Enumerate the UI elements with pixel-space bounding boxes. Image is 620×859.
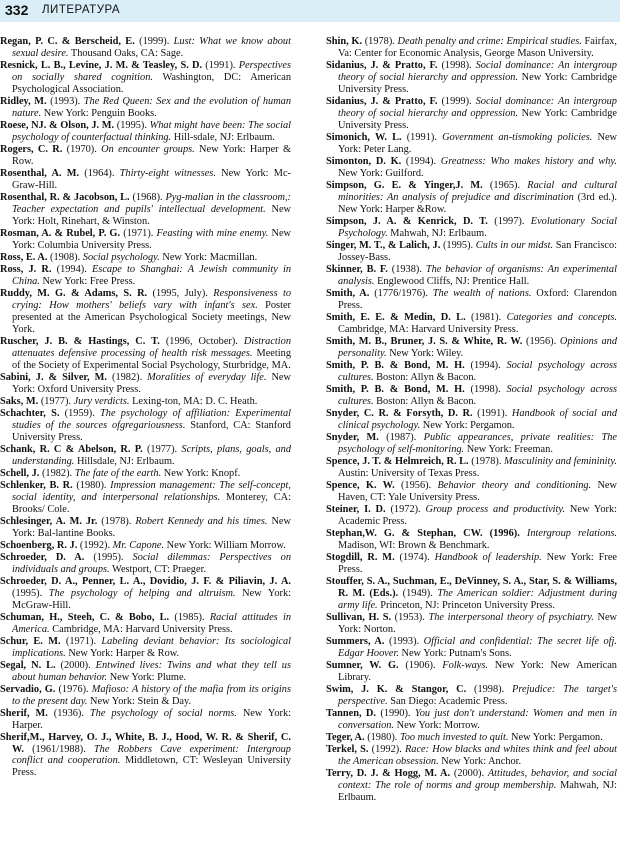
reference-year: (1980). bbox=[72, 479, 111, 491]
reference-publisher: New York: Columbia University Press. bbox=[12, 227, 292, 251]
reference-title: Escape to Shanghai: A Jewish community in China. bbox=[12, 263, 292, 287]
reference-title: Social dominance: An intergroup theory of social hierarchy and oppression. bbox=[338, 60, 617, 83]
page-header bbox=[0, 0, 620, 22]
reference-entry bbox=[0, 144, 291, 168]
reference-entry bbox=[0, 120, 291, 144]
reference-author: Smith, P. B. & Bond, M. H. bbox=[326, 359, 465, 371]
reference-author: Schoenberg, R. J. bbox=[0, 539, 78, 551]
reference-entry bbox=[326, 264, 617, 288]
reference-entry bbox=[326, 240, 617, 264]
reference-title: The behavior of organisms: An experimental analysis. bbox=[338, 263, 617, 287]
reference-entry bbox=[0, 540, 291, 552]
reference-author: Terkel, S. bbox=[326, 743, 369, 755]
reference-title: Social dilemmas: Perspectives on individuals and groups. bbox=[12, 551, 291, 575]
reference-title: Mafioso: A history of the mafia from its origins to the present day. bbox=[12, 683, 291, 707]
reference-entry bbox=[326, 216, 617, 240]
reference-author: Sabini, J. & Silver, M. bbox=[0, 371, 107, 383]
reference-entry bbox=[326, 336, 617, 360]
reference-entry bbox=[0, 252, 291, 264]
reference-title: Social dominance: An intergroup theory of social hierarchy and oppression. bbox=[338, 95, 617, 119]
reference-entry bbox=[326, 636, 617, 660]
reference-publisher: Boston: Allyn & Bacon. bbox=[373, 371, 477, 383]
reference-title: Greatness: Who makes history and why. bbox=[440, 155, 618, 167]
reference-publisher: Madison, WI: Brown & Benchmark. bbox=[338, 539, 490, 551]
reference-year: (1980). bbox=[364, 731, 400, 743]
reference-author: Schroeder, D. A., Penner, L. A., Dovidio, J. F. & Piliavin, J. A. bbox=[0, 575, 291, 587]
reference-publisher: New York: Bal-lantine Books. bbox=[12, 515, 291, 539]
reference-entry bbox=[0, 372, 291, 396]
reference-entry bbox=[326, 456, 617, 480]
reference-entry bbox=[326, 480, 617, 504]
reference-entry bbox=[0, 576, 291, 612]
reference-year: (1977). bbox=[142, 443, 182, 455]
reference-title: Social psychology. bbox=[82, 251, 160, 263]
reference-entry bbox=[0, 660, 291, 684]
running-title: ЛИТЕРАТУРА bbox=[42, 4, 121, 16]
reference-title: Handbook of leadership. bbox=[434, 551, 542, 563]
reference-title: Lust: What we know about sexual desire. bbox=[12, 36, 291, 59]
reference-author: Sherif,M., Harvey, O. J., White, B. J., Hood, W. R. & Sherif, C. W. bbox=[0, 731, 291, 755]
reference-title: Intergroup relations. bbox=[526, 527, 617, 539]
reference-entry bbox=[0, 552, 291, 576]
reference-title: On encounter groups. bbox=[101, 143, 195, 155]
reference-author: Terry, D. J. & Hogg, M. A. bbox=[326, 767, 451, 779]
reference-year: (2000). bbox=[55, 659, 96, 671]
reference-publisher: Princeton, NJ: Princeton University Press. bbox=[377, 599, 555, 611]
reference-author: Sidanius, J. & Pratto, F. bbox=[326, 95, 438, 107]
reference-year: (1971). bbox=[60, 635, 102, 647]
reference-year: (1965). bbox=[482, 179, 528, 191]
reference-entry bbox=[326, 408, 617, 432]
reference-entry bbox=[326, 360, 617, 384]
reference-author: Smith, A. bbox=[326, 287, 370, 299]
reference-entry bbox=[0, 468, 291, 480]
reference-publisher: New York: Harper. bbox=[12, 707, 291, 731]
reference-year: (1995). bbox=[84, 551, 133, 563]
reference-publisher: New York: Stein & Day. bbox=[87, 695, 192, 707]
reference-title: Mr. Capone. bbox=[112, 539, 165, 551]
reference-entry bbox=[326, 180, 617, 216]
reference-title: The fate of the earth. bbox=[74, 467, 162, 479]
reference-year: (1953). bbox=[391, 611, 429, 623]
reference-title: Pyg-malian in the classroom,: Teacher expectation and pupils' intellectual development. bbox=[12, 191, 291, 215]
reference-publisher: New York: Anchor. bbox=[438, 755, 522, 767]
reference-publisher: New York: Free Press. bbox=[39, 275, 136, 287]
reference-author: Ross, J. R. bbox=[0, 263, 52, 275]
reference-author: Shin, K. bbox=[326, 36, 363, 47]
reference-title: Social psychology across cultures. bbox=[338, 359, 617, 383]
reference-entry bbox=[0, 60, 291, 96]
reference-title: Perspectives on socially shared cognition. bbox=[12, 60, 291, 83]
reference-year: (1964). bbox=[79, 167, 120, 179]
reference-entry bbox=[0, 732, 291, 780]
reference-author: Rosman, A. & Rubel, P. G. bbox=[0, 227, 121, 239]
reference-publisher: New York: Freeman. bbox=[464, 443, 553, 455]
reference-publisher: Poster presented at the American Psychological Society meetings, New York. bbox=[12, 299, 291, 335]
reference-author: Servadio, G. bbox=[0, 683, 56, 695]
reference-year: (1998). bbox=[466, 683, 512, 695]
reference-publisher: New York: Pergamon. bbox=[420, 419, 515, 431]
reference-entry bbox=[326, 684, 617, 708]
reference-year: (1976). bbox=[55, 683, 92, 695]
reference-author: Regan, P. C. & Berscheid, E. bbox=[0, 36, 135, 47]
reference-year: (1970). bbox=[62, 143, 102, 155]
reference-year: (1992). bbox=[368, 743, 405, 755]
reference-author: Stouffer, S. A., Suchman, E., DeVinney, S. A., Star, S. & Williams, R. M. (Eds.). bbox=[326, 575, 617, 599]
reference-year: (1956). bbox=[394, 479, 438, 491]
reference-title: Evolutionary Social Psychology. bbox=[338, 215, 617, 239]
reference-author: Simpson, G. E. & Yinger,J. M. bbox=[326, 179, 483, 191]
reference-year: (1995, July). bbox=[147, 287, 214, 299]
reference-year: (1991). bbox=[401, 131, 443, 143]
reference-publisher: Cambridge, MA: Harvard University Press. bbox=[49, 623, 233, 635]
reference-publisher: New York: Cambridge University Press. bbox=[338, 107, 617, 131]
reference-publisher: Monterey, CA: Brooks/ Cole. bbox=[12, 491, 291, 515]
reference-title: Responsiveness to crying: How mothers' beliefs vary with infant's sex. bbox=[12, 287, 292, 311]
reference-publisher: Mahwah, NJ: Erlbaum. bbox=[387, 227, 487, 239]
reference-publisher: New York: Guilford. bbox=[338, 167, 424, 179]
reference-title: Distraction attenuates defensive processing of health risk messages. bbox=[12, 335, 291, 359]
reference-year: (1938). bbox=[387, 263, 426, 275]
reference-year: (1978). bbox=[362, 36, 398, 47]
reference-entry bbox=[0, 336, 291, 372]
reference-author: Spence, J. T. & Helmreich, R. L. bbox=[326, 455, 469, 467]
reference-title: The wealth of nations. bbox=[432, 287, 532, 299]
reference-title: Too much invested to quit. bbox=[399, 731, 509, 743]
reference-author: Rosenthal, R. & Jacobson, L. bbox=[0, 191, 130, 203]
reference-title: Government an-tismoking policies. bbox=[442, 131, 593, 143]
reference-entry bbox=[0, 516, 291, 540]
reference-author: Singer, M. T., & Lalich, J. bbox=[326, 239, 441, 251]
reference-entry bbox=[0, 708, 291, 732]
reference-year: (1996, October). bbox=[159, 335, 244, 347]
reference-title: Social psychology across cultures. bbox=[338, 383, 617, 407]
reference-year: (1972). bbox=[385, 503, 426, 515]
reference-publisher: New York: Macmillan. bbox=[159, 251, 258, 263]
reference-publisher: New Haven, CT: Yale University Press. bbox=[338, 479, 617, 503]
reference-year: (1971). bbox=[120, 227, 157, 239]
reference-publisher: (3rd ed.). New York: Harper &Row. bbox=[338, 191, 617, 215]
reference-author: Smith, M. B., Bruner, J. S. & White, R. W. bbox=[326, 335, 523, 347]
reference-publisher: Fairfax, Va: Center for Economic Analysis, George Mason University. bbox=[338, 36, 617, 59]
reference-title: Impression management: The self-concept, social identity, and interpersonal relationships. bbox=[12, 479, 291, 503]
reference-title: The Robbers Cave experiment: Intergroup conflict and cooperation. bbox=[12, 743, 291, 767]
reference-year: (1968). bbox=[129, 191, 166, 203]
reference-author: Schuman, H., Steeh, C. & Bobo, L. bbox=[0, 611, 170, 623]
reference-entry bbox=[326, 576, 617, 612]
reference-year: (1998). bbox=[464, 383, 507, 395]
reference-title: The interpersonal theory of psychiatry. bbox=[428, 611, 594, 623]
reference-entry bbox=[326, 744, 617, 768]
reference-author: Schell, J. bbox=[0, 467, 40, 479]
reference-author: Snyder, C. R. & Forsyth, D. R. bbox=[326, 407, 473, 419]
reference-entry bbox=[326, 528, 617, 552]
reference-publisher: Boston: Allyn & Bacon. bbox=[373, 395, 477, 407]
reference-year: (1978). bbox=[97, 515, 136, 527]
reference-entry bbox=[0, 684, 291, 708]
reference-year: (1982). bbox=[107, 371, 148, 383]
reference-author: Smith, E. E. & Medin, D. L. bbox=[326, 311, 466, 323]
reference-publisher: Mahwah, NJ: Erlbaum. bbox=[338, 779, 617, 803]
reference-year: (1993). bbox=[46, 95, 84, 107]
reference-title: Group process and productivity. bbox=[425, 503, 566, 515]
reference-title: Masculinity and femininity. bbox=[504, 455, 617, 467]
reference-entry bbox=[326, 132, 617, 156]
reference-author: Ruscher, J. B. & Hastings, C. T. bbox=[0, 335, 160, 347]
reference-publisher: New York: Knopf. bbox=[161, 467, 241, 479]
reference-author: Sherif, M. bbox=[0, 707, 48, 719]
reference-year: (1949). bbox=[398, 587, 438, 599]
reference-title: Scripts, plans, goals, and understanding. bbox=[12, 443, 291, 467]
reference-title: Labeling deviant behavior: Its sociological implications. bbox=[12, 635, 291, 659]
reference-publisher: New York: Wiley. bbox=[386, 347, 464, 359]
reference-entry bbox=[0, 264, 291, 288]
page-number: 332 bbox=[5, 2, 29, 18]
reference-author: Simonich, W. L. bbox=[326, 131, 402, 143]
reference-publisher: New York: Mc-Graw-Hill. bbox=[12, 167, 291, 191]
reference-author: Stephan,W. G. & Stephan, CW. (1996). bbox=[326, 527, 520, 539]
reference-author: Teger, A. bbox=[326, 731, 365, 743]
reference-publisher: San Diego: Academic Press. bbox=[387, 695, 508, 707]
reference-year: (1995). bbox=[114, 119, 150, 131]
reference-title: Cults in our midst. bbox=[475, 239, 554, 251]
reference-entry bbox=[326, 384, 617, 408]
reference-year: (1936). bbox=[47, 707, 90, 719]
reference-entry bbox=[0, 408, 291, 444]
reference-entry bbox=[326, 36, 617, 60]
reference-title: Official and confidential: The secret life ofj. Edgar Hoover. bbox=[338, 635, 617, 659]
reference-entry bbox=[326, 504, 617, 528]
reference-publisher: New York: Plume. bbox=[107, 671, 187, 683]
reference-entry bbox=[0, 636, 291, 660]
reference-entry bbox=[326, 288, 617, 312]
reference-entry bbox=[326, 432, 617, 456]
reference-author: Schank, R. C & Abelson, R. P. bbox=[0, 443, 143, 455]
reference-author: Snyder, M. bbox=[326, 431, 379, 443]
reference-publisher: New York: Holt, Rinehart, & Winston. bbox=[12, 203, 292, 227]
reference-title: Behavior theory and conditioning. bbox=[437, 479, 592, 491]
reference-publisher: Washington, DC: American Psychological Association. bbox=[12, 71, 291, 95]
reference-title: The psychology of affiliation: Experimental studies of the sources ofgregariousness. bbox=[12, 407, 291, 431]
reference-publisher: New York: Oxford University Press. bbox=[12, 371, 291, 395]
reference-publisher: Austin: University of Texas Press. bbox=[338, 467, 480, 479]
reference-year: (1999). bbox=[134, 36, 174, 47]
reference-publisher: San Francisco: Jossey-Bass. bbox=[338, 239, 617, 263]
reference-year: (1776/1976). bbox=[369, 287, 433, 299]
reference-title: Death penalty and crime: Empirical studies. bbox=[397, 36, 582, 47]
reference-title: Moralities of everyday life. bbox=[147, 371, 267, 383]
reference-publisher: New York: New American Library. bbox=[338, 659, 617, 683]
reference-entry bbox=[326, 156, 617, 180]
reference-year: (1977). bbox=[38, 395, 74, 407]
reference-entry bbox=[326, 312, 617, 336]
reference-entry bbox=[0, 96, 291, 120]
reference-year: (1908). bbox=[47, 251, 83, 263]
reference-year: (1982). bbox=[39, 467, 75, 479]
reference-publisher: Hill-sdale, NJ: Erlbaum. bbox=[171, 131, 275, 143]
reference-publisher: New York: Cambridge University Press. bbox=[338, 71, 617, 95]
reference-year bbox=[520, 528, 527, 539]
reference-year: (1994). bbox=[464, 359, 507, 371]
reference-publisher: Oxford: Clarendon Press. bbox=[338, 287, 617, 311]
reference-publisher: New York: Harper & Row. bbox=[65, 647, 180, 659]
reference-entry bbox=[326, 660, 617, 684]
reference-year: (1978). bbox=[468, 455, 505, 467]
reference-title: Categories and concepts. bbox=[506, 311, 617, 323]
reference-title: The American soldier: Adjustment during army life. bbox=[338, 587, 617, 611]
reference-publisher: Middletown, CT: Wesleyan University Press. bbox=[12, 755, 291, 779]
reference-entry bbox=[0, 612, 291, 636]
reference-year: (1993). bbox=[384, 635, 424, 647]
reference-title: Feasting with mine enemy. bbox=[156, 227, 269, 239]
reference-column-right bbox=[326, 36, 617, 804]
reference-entry bbox=[326, 96, 617, 132]
reference-author: Segal, N. L. bbox=[0, 659, 56, 671]
reference-year: (1981). bbox=[465, 311, 507, 323]
reference-publisher: Hillsdale, NJ: Erlbaum. bbox=[74, 455, 175, 467]
reference-author: Steiner, I. D. bbox=[326, 503, 386, 515]
reference-author: Schlenker, B. R. bbox=[0, 479, 73, 491]
reference-entry bbox=[326, 60, 617, 96]
reference-author: Schroeder, D. A. bbox=[0, 551, 85, 563]
reference-publisher: New York: Harper & Row. bbox=[12, 143, 291, 167]
reference-entry bbox=[326, 708, 617, 732]
reference-publisher: Thousand Oaks, CA: Sage. bbox=[68, 47, 184, 59]
reference-title: Prejudice: The target's perspective. bbox=[338, 683, 617, 707]
reference-title: Attitudes, behavior, and social context: The role of norms and group membership. bbox=[338, 767, 617, 791]
reference-entry bbox=[0, 444, 291, 468]
reference-entry bbox=[326, 552, 617, 576]
reference-year: (1956). bbox=[522, 335, 560, 347]
reference-entry bbox=[0, 228, 291, 252]
reference-author: Summers, A. bbox=[326, 635, 385, 647]
reference-publisher: Cambridge, MA: Harvard University Press. bbox=[338, 323, 519, 335]
reference-title: Handbook of social and clinical psychology. bbox=[338, 407, 617, 431]
reference-year: (1998). bbox=[437, 60, 476, 71]
reference-title: Folk-ways. bbox=[442, 659, 488, 671]
reference-year: (1995). bbox=[12, 587, 49, 599]
reference-title: Race: How blacks and whites think and feel about the American obsession. bbox=[338, 743, 617, 767]
reference-publisher: Stanford, CA: Stanford University Press. bbox=[12, 419, 291, 443]
reference-year: (1985). bbox=[169, 611, 210, 623]
reference-title: Public appearances, private realities: The psychology of self-monitoring. bbox=[338, 431, 618, 455]
reference-publisher: Westport, CT: Praeger. bbox=[109, 563, 207, 575]
reference-title: What might have been: The social psychology of counterfactual thinking. bbox=[12, 119, 291, 143]
reference-author: Saks, M. bbox=[0, 395, 39, 407]
reference-year: (1994). bbox=[51, 263, 92, 275]
reference-title: The psychology of social norms. bbox=[89, 707, 237, 719]
reference-publisher: New York: Pergamon. bbox=[508, 731, 603, 743]
reference-author: Rosenthal, A. M. bbox=[0, 167, 80, 179]
reference-author: Swim, J. K. & Stangor, C. bbox=[326, 683, 467, 695]
reference-publisher: New York: Peter Lang. bbox=[338, 131, 618, 155]
reference-author: Ruddy, M. G. & Adams, S. R. bbox=[0, 287, 148, 299]
reference-year: (1974). bbox=[394, 551, 435, 563]
reference-author: Rogers, C. R. bbox=[0, 143, 63, 155]
reference-year: (1987). bbox=[378, 431, 424, 443]
reference-publisher: Meeting of the Society of Experimental Social Psychology, Sturbridge, MA. bbox=[12, 347, 291, 371]
reference-author: Skinner, B. F. bbox=[326, 263, 388, 275]
reference-entry bbox=[0, 480, 291, 516]
reference-author: Ridley, M. bbox=[0, 95, 47, 107]
reference-publisher: New York: Norton. bbox=[338, 611, 618, 635]
reference-author: Sidanius, J. & Pratto, F. bbox=[326, 60, 438, 71]
reference-year: (1999). bbox=[437, 95, 476, 107]
reference-publisher: New York: McGraw-Hill. bbox=[12, 587, 292, 611]
reference-author: Roese, NJ. & Olson, J. M. bbox=[0, 119, 115, 131]
reference-title: You just don't understand: Women and men in conversation. bbox=[338, 707, 617, 731]
reference-title: Opinions and personality. bbox=[338, 335, 617, 359]
reference-title: Jury verdicts. bbox=[73, 395, 130, 407]
reference-title: Thirty-eight witnesses. bbox=[119, 167, 216, 179]
reference-publisher: Englewood Cliffs, NJ: Prentice Hall. bbox=[374, 275, 530, 287]
reference-year: (1991). bbox=[472, 407, 512, 419]
reference-title: Racial and cultural minorities: An analysis of prejudice and discrimination bbox=[338, 179, 617, 203]
reference-entry bbox=[0, 288, 291, 336]
reference-title: Robert Kennedy and his times. bbox=[135, 515, 268, 527]
reference-entry bbox=[0, 192, 291, 228]
reference-publisher: New York: Morrow. bbox=[394, 719, 480, 731]
reference-author: Simpson, J. A. & Kenrick, D. T. bbox=[326, 215, 488, 227]
reference-author: Schachter, S. bbox=[0, 407, 60, 419]
reference-publisher: New York: William Morrow. bbox=[164, 539, 286, 551]
reference-year: (1997). bbox=[487, 215, 531, 227]
reference-publisher: Lexing-ton, MA: D. C. Heath. bbox=[129, 395, 258, 407]
reference-entry bbox=[326, 732, 617, 744]
reference-year: (1992). bbox=[77, 539, 113, 551]
reference-publisher: New York: Free Press. bbox=[338, 551, 617, 575]
reference-author: Smith, P. B. & Bond, M. H. bbox=[326, 383, 465, 395]
reference-author: Resnick, L. B., Levine, J. M. & Teasley, S. D. bbox=[0, 60, 203, 71]
reference-year: (1990). bbox=[375, 707, 415, 719]
reference-author: Sumner, W. G. bbox=[326, 659, 399, 671]
reference-author: Sullivan, H. S. bbox=[326, 611, 392, 623]
reference-year: (1991). bbox=[202, 60, 239, 71]
reference-author: Ross, E. A. bbox=[0, 251, 48, 263]
reference-title: Entwined lives: Twins and what they tell us about human behavior. bbox=[12, 659, 291, 683]
reference-column-left bbox=[0, 36, 291, 779]
reference-author: Schur, E. M. bbox=[0, 635, 61, 647]
reference-title: Racial attitudes in America. bbox=[12, 611, 291, 635]
reference-author: Stogdill, R. M. bbox=[326, 551, 395, 563]
reference-publisher: New York: Penguin Books. bbox=[41, 107, 157, 119]
reference-entry bbox=[0, 36, 291, 60]
reference-entry bbox=[0, 396, 291, 408]
reference-year: (1961/1988). bbox=[23, 743, 94, 755]
reference-title: The Red Queen: Sex and the evolution of human nature. bbox=[12, 95, 292, 119]
reference-author: Tannen, D. bbox=[326, 707, 376, 719]
reference-year: (1906). bbox=[398, 659, 443, 671]
reference-author: Schlesinger, A. M. Jr. bbox=[0, 515, 98, 527]
reference-title: The psychology of helping and altruism. bbox=[48, 587, 236, 599]
reference-publisher: New York: Putnam's Sons. bbox=[398, 647, 512, 659]
reference-entry bbox=[0, 168, 291, 192]
reference-year: (1995). bbox=[440, 239, 476, 251]
reference-year: (2000). bbox=[450, 767, 488, 779]
reference-entry bbox=[326, 612, 617, 636]
reference-author: Spence, K. W. bbox=[326, 479, 395, 491]
reference-year: (1994). bbox=[401, 155, 441, 167]
reference-entry bbox=[326, 768, 617, 804]
reference-year: (1959). bbox=[59, 407, 101, 419]
reference-publisher: New York: Academic Press. bbox=[338, 503, 617, 527]
reference-author: Simonton, D. K. bbox=[326, 155, 402, 167]
